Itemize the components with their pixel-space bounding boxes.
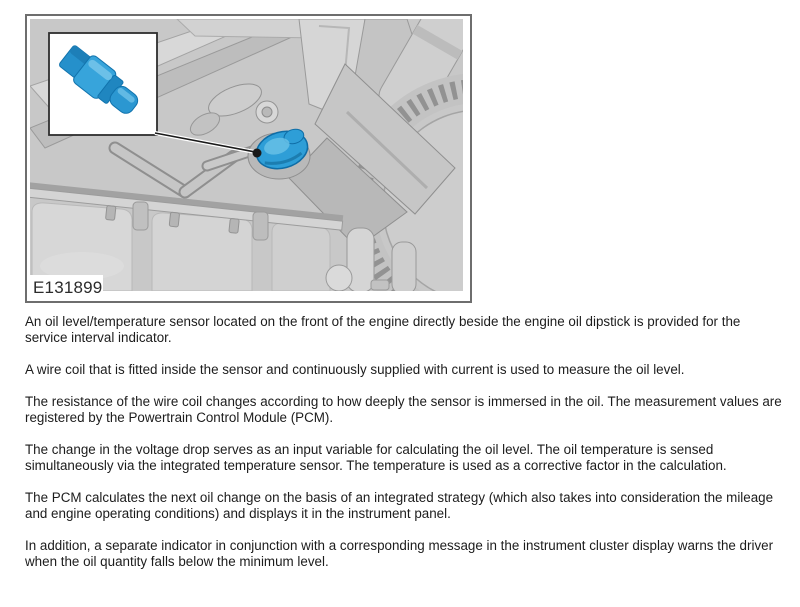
standoff-bolt bbox=[133, 202, 148, 230]
engine-illustration bbox=[27, 16, 470, 301]
paragraph-wire-coil: A wire coil that is fitted inside the sensor and continuously supplied with current is used to measure the oil level. bbox=[25, 362, 685, 377]
figure-frame bbox=[25, 14, 472, 303]
standoff-bolt bbox=[253, 212, 268, 240]
paragraph-warning-indicator: In addition, a separate indicator in conjunction with a corresponding message in the instrument cluster display warns the driver when the oil quantity falls below the minimum level. bbox=[25, 538, 774, 569]
paragraph-voltage-drop: The change in the voltage drop serves as an input variable for calculating the oil level. The oil temperature is sensed simultaneously via the integrated temperature sensor. The temperature is used as a corrective factor in the calculation. bbox=[25, 442, 727, 473]
body-text bbox=[25, 314, 785, 586]
paragraph-sensor-location: An oil level/temperature sensor located on the front of the engine directly beside the engine oil dipstick is provided for the service interval indicator. bbox=[25, 314, 741, 345]
inset-box bbox=[49, 33, 157, 135]
paragraph-resistance: The resistance of the wire coil changes according to how deeply the sensor is immersed in the oil. The measurement values are registered by the Powertrain Control Module (PCM). bbox=[25, 394, 782, 425]
figure-label: E131899 bbox=[27, 275, 103, 300]
paragraph-pcm-strategy: The PCM calculates the next oil change on the basis of an integrated strategy (which also takes into consideration the mileage and engine operating conditions) and displays it in the instrument panel. bbox=[25, 490, 774, 521]
leader-dot bbox=[253, 149, 262, 158]
